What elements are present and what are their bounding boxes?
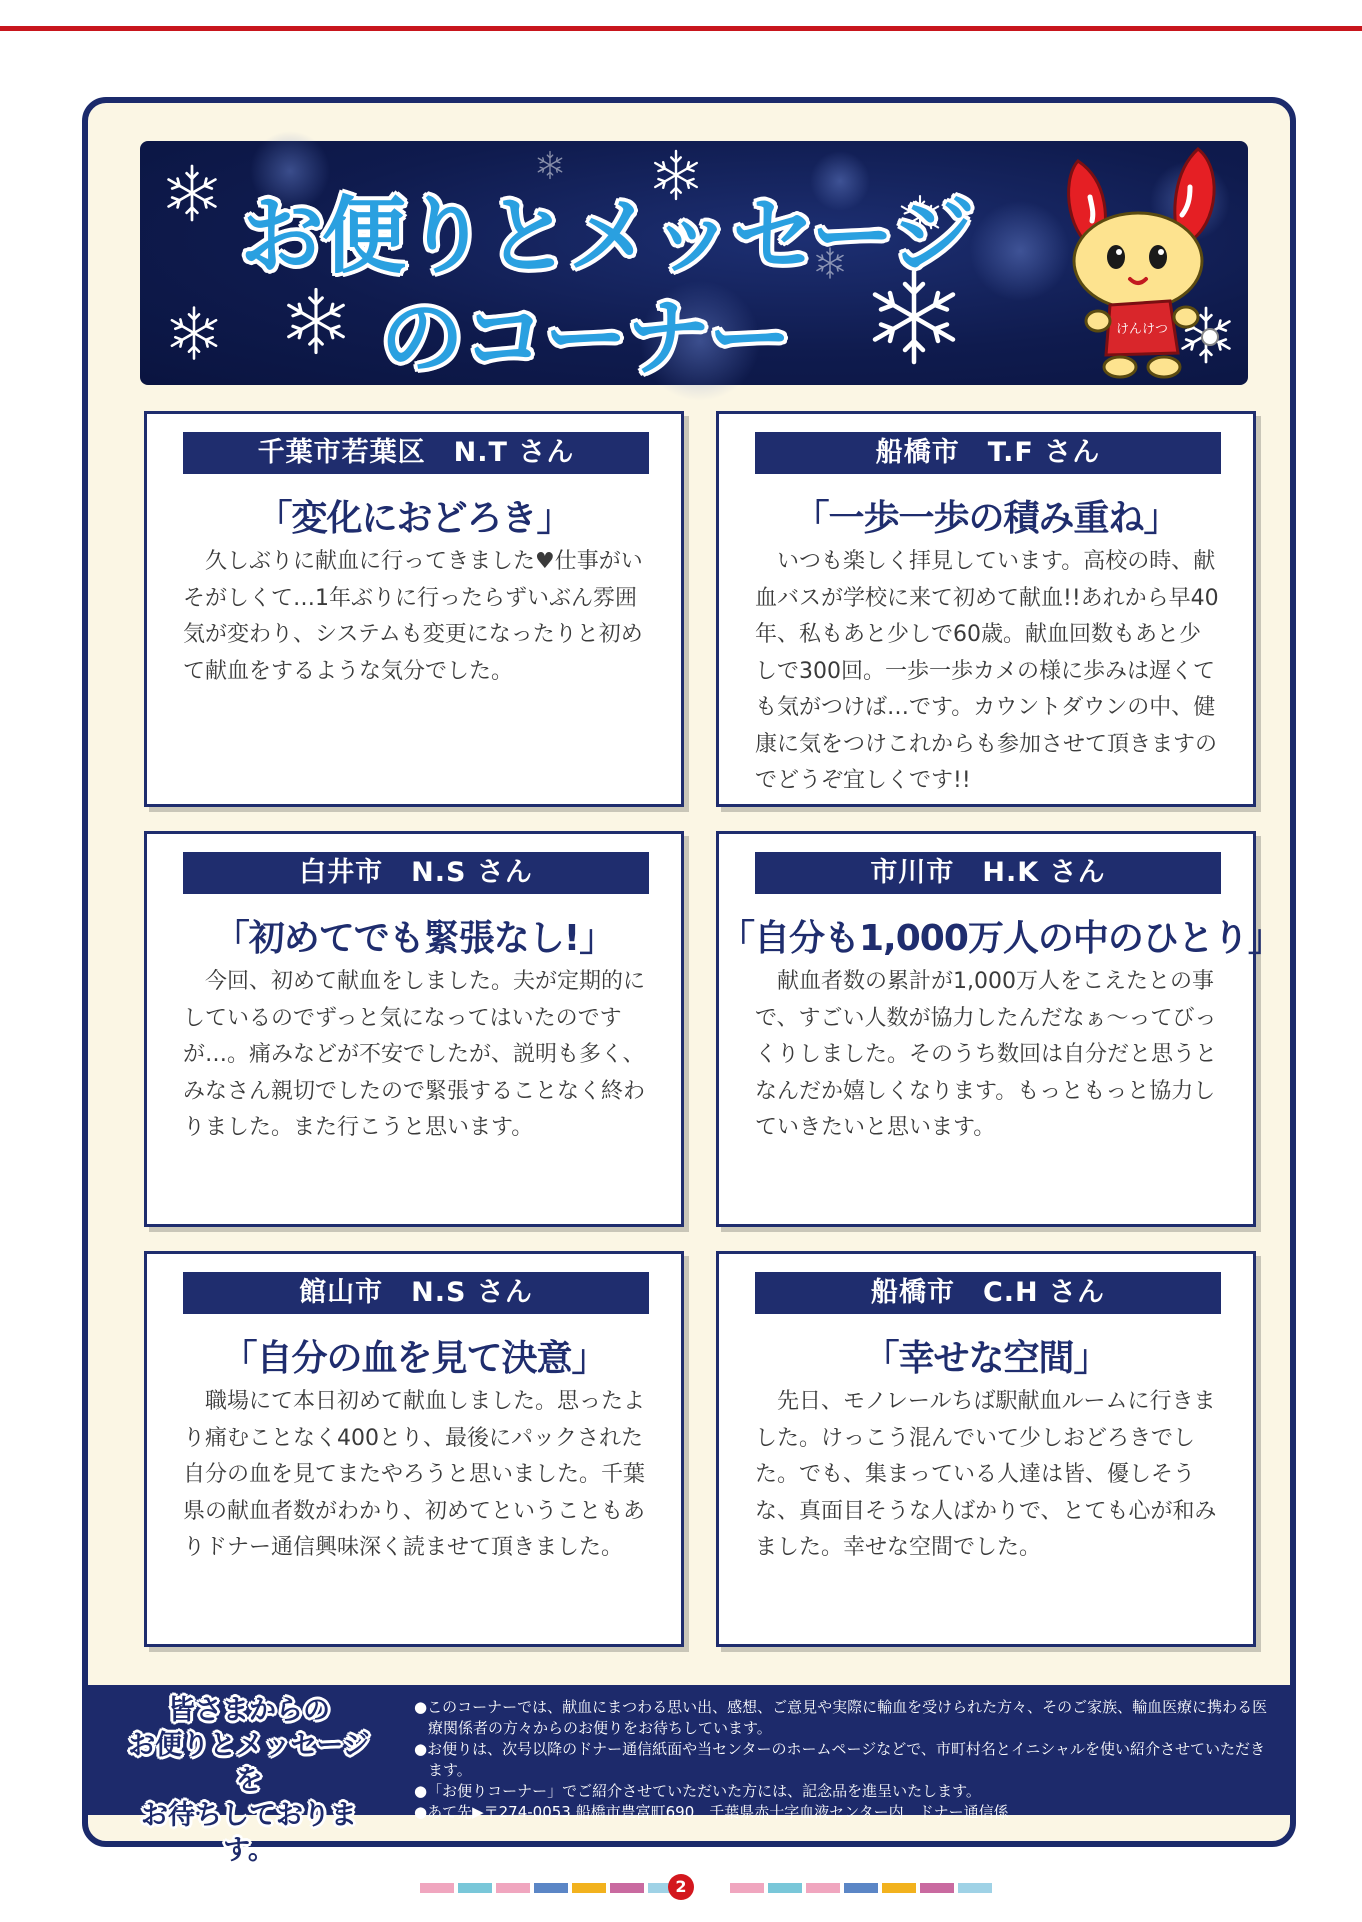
message-card-3 — [144, 831, 684, 1227]
card-author: 船橋市 C.H さん — [755, 1272, 1221, 1314]
card-title: 「自分も1,000万人の中のひとり」 — [719, 918, 1283, 959]
strip-segment — [882, 1883, 916, 1893]
page-color-strip — [420, 1880, 992, 1896]
card-author: 船橋市 T.F さん — [755, 432, 1221, 474]
card-title: 「自分の血を見て決意」 — [221, 1338, 607, 1379]
card-body: 先日、モノレールちば駅献血ルームに行きました。けっこう混んでいて少しおどろきでした。でも、集まっている人達は皆、優しそうな、真面目そうな人ばかりで、とても心が和みました。幸せな空間でした。 — [755, 1389, 1217, 1560]
footer-note: ●お便りは、次号以降のドナー通信紙面や当センターのホームページなどで、市町村名とイニシャルを使い紹介させていただきます。 — [414, 1740, 1265, 1779]
strip-segment — [958, 1883, 992, 1893]
footer-invitation-line3: お待ちしております。 — [141, 1800, 357, 1866]
page-number: 2 — [668, 1874, 694, 1900]
strip-segment — [534, 1883, 568, 1893]
strip-segment — [496, 1883, 530, 1893]
strip-segment — [458, 1883, 492, 1893]
message-card-2 — [716, 411, 1256, 807]
footer-note: ●「お便りコーナー」でご紹介させていただいた方には、記念品を進呈いたします。 — [414, 1782, 981, 1800]
footer-invitation — [124, 1693, 374, 1868]
corner-frame — [82, 97, 1296, 1866]
footer-notes-list — [414, 1697, 1270, 1823]
mascot-shirt-label: けんけつ — [1115, 322, 1169, 337]
footer-invitation-line1: 皆さまからの — [168, 1695, 330, 1726]
banner-title-line1: お便りとメッセージ — [240, 187, 973, 285]
strip-segment — [730, 1883, 764, 1893]
strip-segment — [610, 1883, 644, 1893]
card-author: 市川市 H.K さん — [755, 852, 1221, 894]
strip-segment — [806, 1883, 840, 1893]
card-body: 今回、初めて献血をしました。夫が定期的にしているのでずっと気になってはいたのですが…。痛みなどが不安でしたが、説明も多く、みなさん親切でしたので緊張することなく終わりました。また行こうと思います。 — [183, 969, 646, 1140]
mascot-illustration — [1040, 141, 1240, 385]
card-title: 「一歩一歩の積み重ね」 — [793, 498, 1179, 539]
card-title: 「初めてでも緊張なし!」 — [213, 918, 615, 959]
message-card-1 — [144, 411, 684, 807]
message-card-6 — [716, 1251, 1256, 1647]
strip-segment — [572, 1883, 606, 1893]
top-red-rule — [0, 26, 1362, 31]
strip-segment — [420, 1883, 454, 1893]
card-body: 久しぶりに献血に行ってきました♥仕事がいそがしくて…1年ぶりに行ったらずいぶん雰囲気が変わり、システムも変更になったりと初めて献血をするような気分でした。 — [183, 549, 643, 684]
card-title: 「幸せな空間」 — [863, 1338, 1109, 1379]
card-body: いつも楽しく拝見しています。高校の時、献血バスが学校に来て初めて献血!!あれから早40年、私もあと少しで60歳。献血回数もあと少しで300回。一歩一歩カメの様に歩みは遅くても気がつけば…です。カウントダウンの中、健康に気をつけこれからも参加させて頂きますのでどうぞ宜しくです!! — [755, 549, 1219, 793]
card-author: 館山市 N.S さん — [183, 1272, 649, 1314]
corner-banner — [140, 141, 1248, 385]
card-author: 白井市 N.S さん — [183, 852, 649, 894]
card-body: 献血者数の累計が1,000万人をこえたとの事で、すごい人数が協力したんだなぁ〜ってびっくりしました。そのうち数回は自分だと思うとなんだか嬉しくなります。もっともっと協力していきたいと思います。 — [755, 969, 1218, 1140]
submission-info-footer — [88, 1685, 1290, 1866]
banner-title-line2: のコーナー — [380, 289, 791, 387]
card-body: 職場にて本日初めて献血しました。思ったより痛むことなく400とり、最後にパックされた自分の血を見てまたやろうと思いました。千葉県の献血者数がわかり、初めてということもありドナー通信興味深く読ませて頂きました。 — [183, 1389, 646, 1560]
strip-segment — [920, 1883, 954, 1893]
message-card-4 — [716, 831, 1283, 1227]
footer-note: ●このコーナーでは、献血にまつわる思い出、感想、ご意見や実際に輸血を受けられた方々、そのご家族、輸血医療に携わる医療関係者の方々からのお便りをお待ちしています。 — [414, 1698, 1268, 1737]
footer-invitation-line2: お便りとメッセージを — [128, 1730, 370, 1796]
footer-note: ●あて先▶〒274-0053 船橋市豊富町690 千葉県赤十字血液センター内 ドナー通信係 — [414, 1803, 1009, 1821]
strip-segment — [768, 1883, 802, 1893]
message-card-5 — [144, 1251, 684, 1647]
card-author: 千葉市若葉区 N.T さん — [183, 432, 649, 474]
strip-segment — [844, 1883, 878, 1893]
card-title: 「変化におどろき」 — [256, 498, 572, 539]
